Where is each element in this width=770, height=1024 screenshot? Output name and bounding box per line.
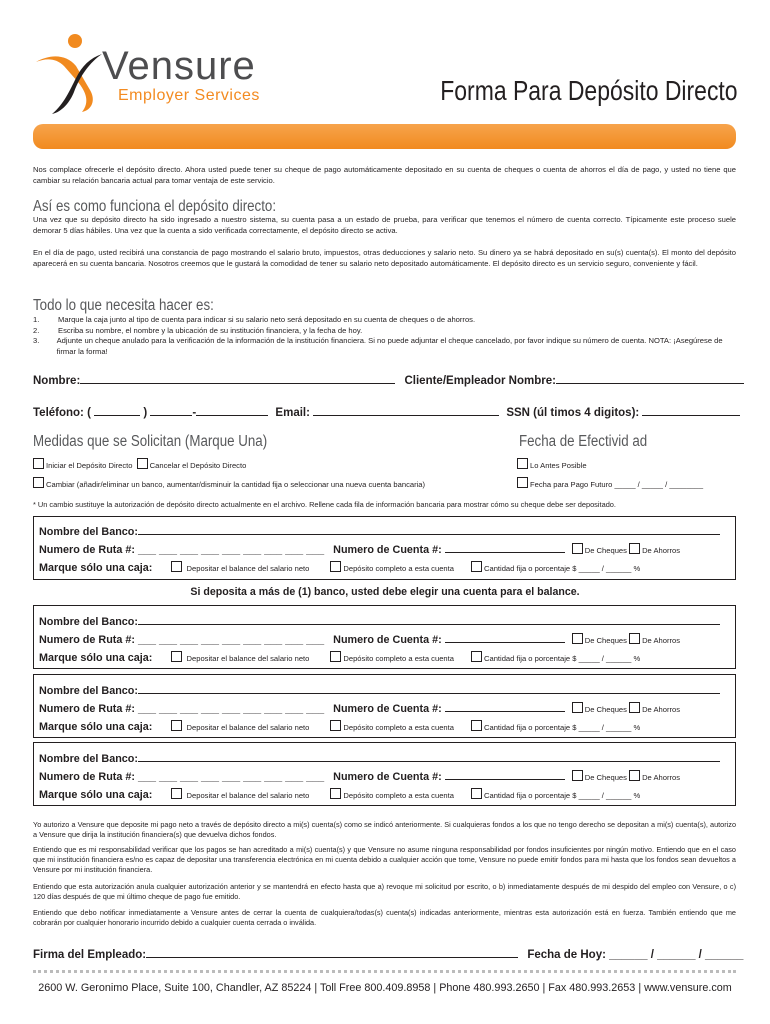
how-heading: Así es como funciona el depósito directo: (33, 198, 277, 215)
fixed-checkbox[interactable] (471, 720, 482, 731)
change-note: * Un cambio sustituye la autorización de depósito directo actualmente en el archivo. Rellene cada fila de información bancaria para mostrar cómo su cheque debe ser depositado. (33, 500, 616, 509)
account-input[interactable] (445, 542, 565, 553)
signature-input[interactable] (146, 947, 518, 958)
routing-input[interactable]: ___ ___ ___ ___ ___ ___ ___ ___ ___ (138, 771, 325, 783)
full-checkbox[interactable] (330, 788, 341, 799)
bank-name-row: Nombre del Banco: (39, 524, 720, 538)
routing-row: Numero de Ruta #: ___ ___ ___ ___ ___ ___ ___ ___ ___ Numero de Cuenta #: De Cheques De Ahorros (39, 703, 681, 715)
checking-checkbox[interactable] (572, 702, 583, 713)
account-input[interactable] (445, 701, 565, 712)
fixed-checkbox[interactable] (471, 561, 482, 572)
footer-divider (33, 970, 736, 973)
asap-option (517, 458, 587, 470)
phone-area-input[interactable] (94, 405, 140, 416)
change-label: Cambiar (añadir/eliminar un banco, aumentar/disminuir la cantidad fija o seleccionar una nueva cuenta bancaria) (46, 480, 426, 489)
account-input[interactable] (445, 632, 565, 643)
future-option (517, 477, 703, 489)
bank-name-input[interactable] (138, 751, 720, 762)
vensure-logo (30, 32, 270, 122)
start-checkbox[interactable] (33, 458, 44, 469)
ssn-label: SSN (úl timos 4 digitos): (506, 407, 640, 419)
signature-label: Firma del Empleado: (33, 949, 147, 961)
phone-paren: ) (143, 407, 148, 419)
logo-subtitle: Employer Services (118, 87, 260, 104)
routing-row: Numero de Ruta #: ___ ___ ___ ___ ___ ___ ___ ___ ___ Numero de Cuenta #: De Cheques De Ahorros (39, 634, 681, 646)
legal-paragraph-1: Yo autorizo a Vensure que deposite mi pago neto a través de depósito directo a mi(s) cuenta(s) como se indicó anteriormente. Si cualquieras fondos a los que no tengo derecho se depositan a mi(s) cuenta(s), autorizo a Vensure que dirija la institución financiera(s) que devuelva dichos fondos. (33, 820, 736, 840)
mark-row: Marque sólo una caja: Depositar el balance del salario neto Depósito completo a esta cuenta Cantidad fija o porcentaje $ _____ / ______ % (39, 562, 641, 574)
name-input[interactable] (80, 373, 395, 384)
mark-row: Marque sólo una caja: Depositar el balance del salario neto Depósito completo a esta cuenta Cantidad fija o porcentaje $ _____ / ______ % (39, 652, 641, 664)
legal-paragraph-4: Entiendo que debo notificar inmediatamente a Vensure antes de cerrar la cuenta de cualquiera/todas(s) cuenta(s) indicadas anteriormente, mientras esta autorización está en fuerza. También entiendo que me cobrarán por cualquier honorario incurrido debido a cualquier cuenta cerrada o inválida. (33, 908, 736, 928)
routing-row: Numero de Ruta #: ___ ___ ___ ___ ___ ___ ___ ___ ___ Numero de Cuenta #: De Cheques De Ahorros (39, 544, 681, 556)
bank-name-row: Nombre del Banco: (39, 614, 720, 628)
checking-checkbox[interactable] (572, 770, 583, 781)
bank-name-row: Nombre del Banco: (39, 751, 720, 765)
bank-name-input[interactable] (138, 524, 720, 535)
balance-checkbox[interactable] (171, 651, 182, 662)
bank-box-4 (33, 742, 736, 806)
full-checkbox[interactable] (330, 561, 341, 572)
routing-input[interactable]: ___ ___ ___ ___ ___ ___ ___ ___ ___ (138, 544, 325, 556)
contact-row (33, 405, 740, 419)
today-date-input[interactable]: ______ / ______ / ______ (609, 949, 744, 961)
cancel-checkbox[interactable] (137, 458, 148, 469)
legal-paragraph-3: Entiendo que esta autorización anula cualquier autorización anterior y se mantendrá en efecto hasta que a) revoque mi solicitud por escrito, o b) inmediatamente después de mi despido del empleo con Vensure, o c) 120 días después de que mi último cheque de pago fue emitido. (33, 882, 736, 902)
footer-contact: 2600 W. Geronimo Place, Suite 100, Chandler, AZ 85224 | Toll Free 800.409.8958 | Phone 480.993.2650 | Fax 480.993.2653 | www.vensure.com (38, 982, 732, 994)
legal-paragraph-2: Entiendo que es mi responsabilidad verificar que los pagos se han acreditado a mi(s) cuenta(s) y que Vensure no asume ninguna responsabilidad por fondos insuficientes por ningún motivo. Entiendo que en el caso que mi institución financiera es/no es capaz de depositar una transferencia electrónica en mi cuenta debido a cualquier acción que tome, Vensure no puede emitir fondos para mi hasta que los fondos sean devueltos a Vensure por mi institución financiera. (33, 845, 736, 875)
balance-checkbox[interactable] (171, 720, 182, 731)
name-row (33, 373, 744, 387)
mark-row: Marque sólo una caja: Depositar el balance del salario neto Depósito completo a esta cuenta Cantidad fija o porcentaje $ _____ / ______ % (39, 789, 641, 801)
balance-checkbox[interactable] (171, 561, 182, 572)
fixed-checkbox[interactable] (471, 788, 482, 799)
cancel-label: Cancelar el Depósito Directo (149, 461, 247, 470)
asap-label: Lo Antes Posible (530, 461, 587, 470)
bank-name-input[interactable] (138, 614, 720, 625)
future-label: Fecha para Pago Futuro (530, 480, 613, 489)
today-date-label: Fecha de Hoy: (527, 949, 606, 961)
signature-row (33, 947, 743, 961)
phone-dash: - (192, 407, 197, 419)
bank-box-2 (33, 605, 736, 669)
list-item: 2. Escriba su nombre, el nombre y la ubicación de su institución financiera, y la fecha de hoy. (33, 325, 363, 335)
full-checkbox[interactable] (330, 720, 341, 731)
name-label: Nombre: (33, 375, 81, 387)
start-label: Iniciar el Depósito Directo (46, 461, 133, 470)
header-orange-bar (33, 124, 736, 149)
how-paragraph-1: Una vez que su depósito directo ha sido ingresado a nuestro sistema, su cuenta pasa a un estado de prueba, para verificar que tenemos el número de cuenta correcto. Típicamente este proceso suele demorar 5 días hábiles. Una vez que la cuenta a sido verificada correctamente, el depósito directo se activa. (33, 215, 736, 235)
asap-checkbox[interactable] (517, 458, 528, 469)
effective-date-heading: Fecha de Efectivid ad (519, 433, 648, 450)
savings-checkbox[interactable] (629, 702, 640, 713)
balance-checkbox[interactable] (171, 788, 182, 799)
email-label: Email: (275, 407, 310, 419)
client-input[interactable] (556, 373, 744, 384)
email-input[interactable] (313, 405, 499, 416)
checking-checkbox[interactable] (572, 543, 583, 554)
bank-box-3 (33, 674, 736, 738)
account-input[interactable] (445, 769, 565, 780)
bank-name-input[interactable] (138, 683, 720, 694)
mark-row: Marque sólo una caja: Depositar el balance del salario neto Depósito completo a esta cuenta Cantidad fija o porcentaje $ _____ / ______ % (39, 721, 641, 733)
measure-row-1 (33, 458, 246, 470)
savings-checkbox[interactable] (629, 770, 640, 781)
ssn-input[interactable] (642, 405, 740, 416)
client-label: Cliente/Empleador Nombre: (404, 375, 556, 387)
how-paragraph-2: En el día de pago, usted recibirá una constancia de pago mostrando el salario bruto, impuestos, otras deducciones y salario neto. Su dinero ya se habrá depositado en su(s) cuenta(s). El monto del depósito aparecerá en su cuenta bancaria. Nosotros creemos que le gustará la comodidad de tener su salario neto depositado automáticamente. El depósito directo es un servicio seguro, conveniente y fácil. (33, 248, 736, 268)
change-checkbox[interactable] (33, 477, 44, 488)
routing-input[interactable]: ___ ___ ___ ___ ___ ___ ___ ___ ___ (138, 703, 325, 715)
list-item: 1. Marque la caja junto al tipo de cuenta para indicar si su salario neto será depositado en su cuenta de cheques o de ahorros. (33, 315, 476, 324)
change-option (33, 477, 425, 489)
phone-label: Teléfono: ( (33, 407, 91, 419)
full-checkbox[interactable] (330, 651, 341, 662)
fixed-checkbox[interactable] (471, 651, 482, 662)
future-date-blanks[interactable]: _____ / _____ / ________ (614, 480, 704, 489)
savings-checkbox[interactable] (629, 543, 640, 554)
phone-number-input[interactable] (196, 405, 268, 416)
logo-name: Vensure (102, 44, 256, 88)
savings-checkbox[interactable] (629, 633, 640, 644)
future-checkbox[interactable] (517, 477, 528, 488)
bank-box-1 (33, 516, 736, 580)
routing-row: Numero de Ruta #: ___ ___ ___ ___ ___ ___ ___ ___ ___ Numero de Cuenta #: De Cheques De Ahorros (39, 771, 681, 783)
bank-name-row: Nombre del Banco: (39, 683, 720, 697)
list-item: 3. Adjunte un cheque anulado para la verificación de la información de la institución financiera. Si no puede adjuntar el cheque cancelado, por favor indique su número de cuenta. NOTA: ¡Asegúrese de firmar la forma! (33, 336, 723, 356)
todo-list (33, 315, 736, 357)
routing-input[interactable]: ___ ___ ___ ___ ___ ___ ___ ___ ___ (138, 634, 325, 646)
checking-checkbox[interactable] (572, 633, 583, 644)
phone-prefix-input[interactable] (150, 405, 192, 416)
measures-heading: Medidas que se Solicitan (Marque Una) (33, 433, 268, 450)
todo-heading: Todo lo que necesita hacer es: (33, 297, 214, 314)
page-title: Forma Para Depósito Directo (440, 75, 738, 106)
multi-bank-note: Si deposita a más de (1) banco, usted debe elegir una cuenta para el balance. (190, 586, 580, 598)
intro-paragraph: Nos complace ofrecerle el depósito directo. Ahora usted puede tener su cheque de pago automáticamente depositado en su cuenta de cheques o cuenta de ahorros el día de pago, y usted no tiene que cambiar su relación bancaria actual para tomar ventaja de este servicio. (33, 165, 736, 185)
